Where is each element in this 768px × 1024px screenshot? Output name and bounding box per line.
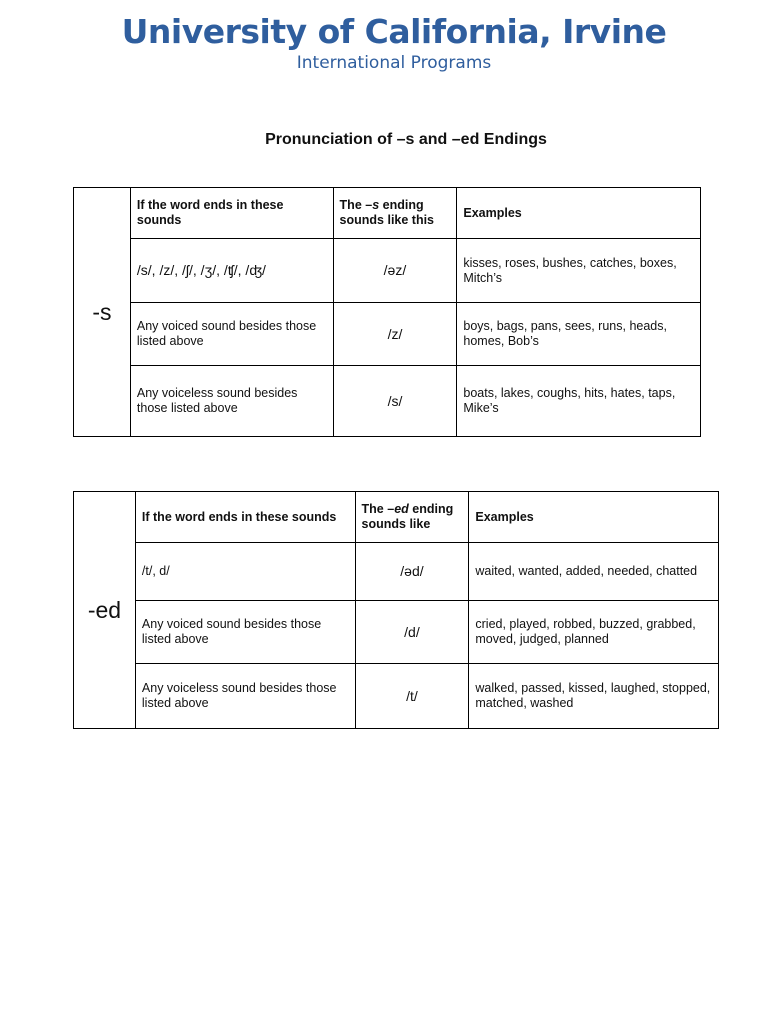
table-row — [74, 366, 701, 437]
sounds-cell: Any voiced sound besides those listed above — [130, 303, 333, 366]
table-header-row — [74, 188, 701, 239]
examples-cell: kisses, roses, bushes, catches, boxes, Mitch’s — [457, 239, 701, 303]
department-name: International Programs — [296, 53, 492, 73]
sounds-cell: /t/, d/ — [135, 543, 355, 601]
table-row — [74, 303, 701, 366]
header-ending-rest: ending sounds like this — [339, 198, 435, 227]
examples-cell: walked, passed, kissed, laughed, stopped, matched, washed — [469, 664, 719, 729]
header-ending-rest: ending sounds like — [361, 502, 454, 531]
header-ending-prefix: The – — [361, 502, 395, 516]
s-ending-table — [73, 187, 701, 437]
ed-ending-table — [73, 491, 719, 729]
table-row — [74, 239, 701, 303]
header-ending-suffix: ed — [394, 502, 409, 516]
examples-cell: cried, played, robbed, buzzed, grabbed, moved, judged, planned — [469, 601, 719, 664]
examples-cell: boys, bags, pans, sees, runs, heads, homes, Bob’s — [457, 303, 701, 366]
header-ending-suffix: s — [372, 198, 380, 212]
examples-cell: waited, wanted, added, needed, chatted — [469, 543, 719, 601]
header-ending-sound — [333, 188, 457, 239]
header-examples: Examples — [457, 188, 701, 239]
table-row — [74, 601, 719, 664]
ending-cell: /d/ — [355, 601, 469, 664]
ed-ending-label: -ed — [74, 492, 136, 729]
table-row — [74, 664, 719, 729]
header-examples: Examples — [469, 492, 719, 543]
header-word-ends: If the word ends in these sounds — [130, 188, 333, 239]
university-name: University of California, Irvine — [121, 12, 667, 51]
ending-cell: /əd/ — [355, 543, 469, 601]
sounds-cell: Any voiceless sound besides those listed above — [135, 664, 355, 729]
page-header — [0, 12, 768, 75]
table-header-row — [74, 492, 719, 543]
examples-cell: boats, lakes, coughs, hits, hates, taps, Mike’s — [457, 366, 701, 437]
sounds-cell: /s/, /z/, /ʃ/, /ʒ/, /ʧ/, /ʤ/ — [130, 239, 333, 303]
ending-cell: /s/ — [333, 366, 457, 437]
sounds-cell: Any voiceless sound besides those listed above — [130, 366, 333, 437]
ending-cell: /t/ — [355, 664, 469, 729]
sounds-cell: Any voiced sound besides those listed above — [135, 601, 355, 664]
header-word-ends: If the word ends in these sounds — [135, 492, 355, 543]
header-ending-prefix: The – — [339, 198, 373, 212]
document-title: Pronunciation of –s and –ed Endings — [265, 131, 547, 148]
ending-cell: /z/ — [333, 303, 457, 366]
s-ending-label: -s — [74, 188, 131, 437]
header-ending-sound — [355, 492, 469, 543]
table-row — [74, 543, 719, 601]
ending-cell: /əz/ — [333, 239, 457, 303]
